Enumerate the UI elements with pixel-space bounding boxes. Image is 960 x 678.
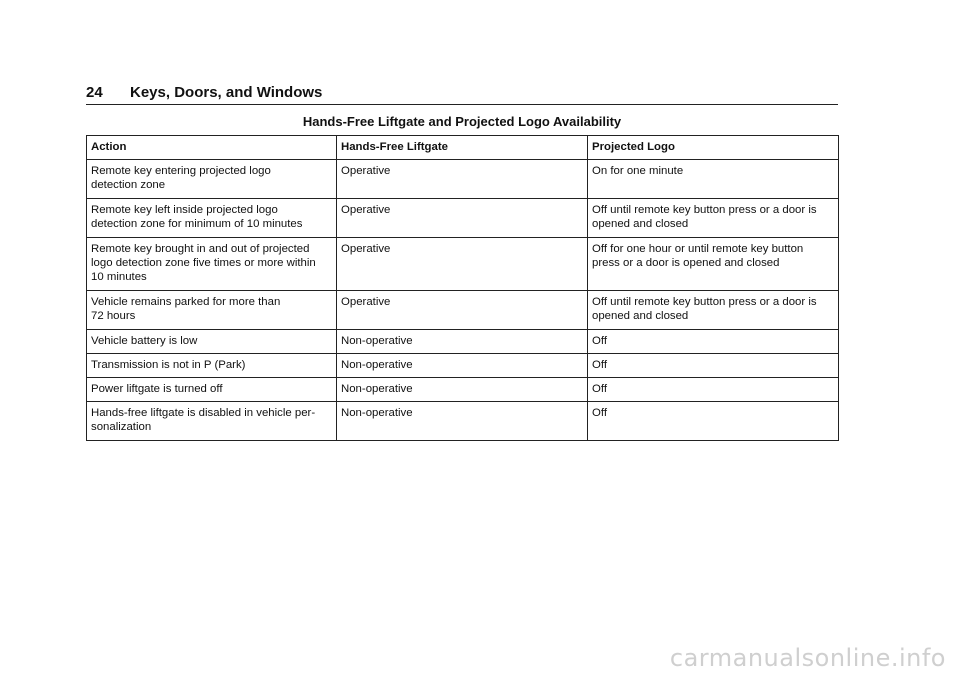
- cell-liftgate: Non-operative: [337, 378, 588, 402]
- cell-liftgate: Operative: [337, 238, 588, 291]
- cell-action: Remote key entering projected logo detection zone: [87, 160, 337, 199]
- cell-liftgate: Non-operative: [337, 354, 588, 378]
- cell-liftgate: Operative: [337, 160, 588, 199]
- cell-liftgate: Non-operative: [337, 330, 588, 354]
- table-header-row: [87, 136, 839, 160]
- table-caption: Hands-Free Liftgate and Projected Logo Availability: [302, 114, 622, 129]
- column-header-projected-logo: Projected Logo: [588, 136, 839, 160]
- table-row: [87, 199, 839, 238]
- page-header: [86, 82, 838, 105]
- column-header-hands-free-liftgate: Hands-Free Liftgate: [337, 136, 588, 160]
- column-header-action: Action: [87, 136, 337, 160]
- cell-liftgate: Operative: [337, 291, 588, 330]
- table-row: [87, 354, 839, 378]
- cell-logo: Off until remote key button press or a door is opened and closed: [588, 291, 839, 330]
- table-row: [87, 291, 839, 330]
- table-row: [87, 402, 839, 441]
- cell-action: Transmission is not in P (Park): [87, 354, 337, 378]
- table-row: [87, 330, 839, 354]
- cell-liftgate: Operative: [337, 199, 588, 238]
- cell-action: Remote key left inside projected logo detection zone for minimum of 10 minutes: [87, 199, 337, 238]
- table-row: [87, 238, 839, 291]
- table-row: [87, 160, 839, 199]
- section-title: Keys, Doors, and Windows: [130, 84, 323, 101]
- cell-action: Vehicle battery is low: [87, 330, 337, 354]
- watermark: carmanualsonline.info: [669, 644, 946, 672]
- cell-liftgate: Non-operative: [337, 402, 588, 441]
- cell-action: Vehicle remains parked for more than 72 hours: [87, 291, 337, 330]
- cell-logo: Off: [588, 378, 839, 402]
- cell-logo: Off: [588, 330, 839, 354]
- cell-logo: Off until remote key button press or a door is opened and closed: [588, 199, 839, 238]
- page-number: 24: [86, 84, 103, 101]
- cell-action: Power liftgate is turned off: [87, 378, 337, 402]
- cell-logo: Off for one hour or until remote key button press or a door is opened and closed: [588, 238, 839, 291]
- availability-table: [86, 135, 839, 441]
- cell-logo: Off: [588, 354, 839, 378]
- cell-action: Hands-free liftgate is disabled in vehicle per- sonalization: [87, 402, 337, 441]
- table-row: [87, 378, 839, 402]
- cell-logo: On for one minute: [588, 160, 839, 199]
- cell-action: Remote key brought in and out of projected logo detection zone five times or more within 10 minutes: [87, 238, 337, 291]
- cell-logo: Off: [588, 402, 839, 441]
